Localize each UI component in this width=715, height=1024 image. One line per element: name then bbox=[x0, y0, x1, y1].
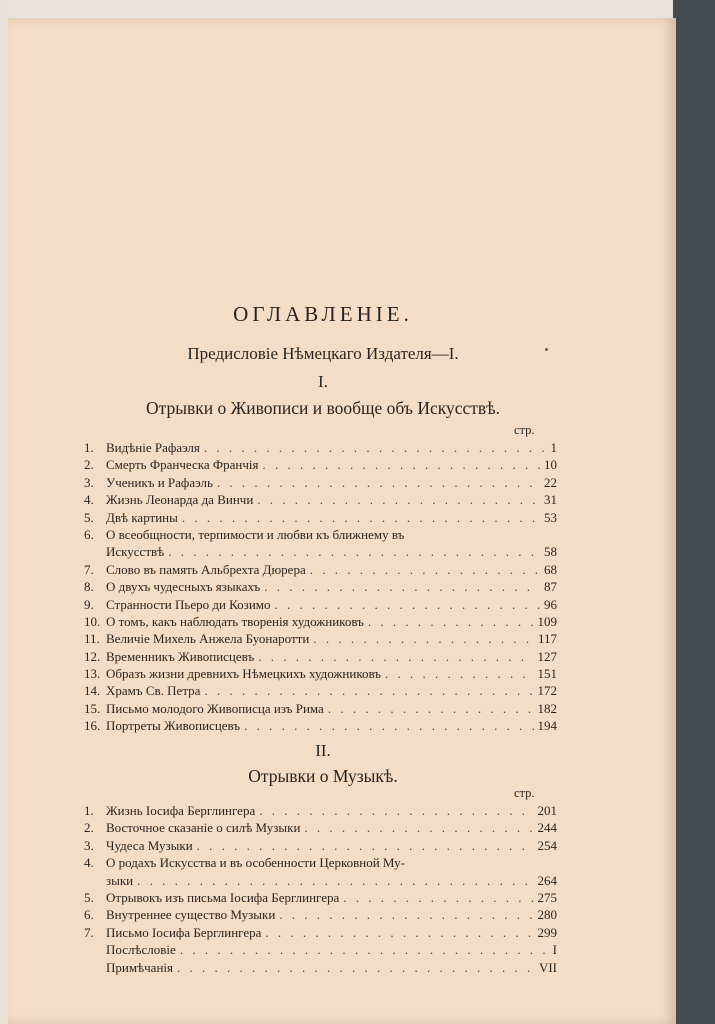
toc-entry-number: 10. bbox=[84, 613, 101, 629]
dot-leader bbox=[343, 889, 533, 906]
toc-entry-title: О томъ, какъ наблюдать творенія художниковъ bbox=[106, 613, 364, 629]
toc-entry-number: 15. bbox=[84, 700, 101, 716]
toc-entry-number: 4. bbox=[84, 492, 94, 508]
dot-leader bbox=[385, 665, 533, 682]
dot-leader bbox=[204, 439, 547, 456]
dot-leader bbox=[204, 682, 533, 699]
toc-entry-number: 13. bbox=[84, 666, 101, 682]
dot-leader bbox=[244, 717, 533, 734]
toc-entry-page: 127 bbox=[537, 648, 557, 664]
background-edge bbox=[0, 0, 8, 1024]
part1-title: Отрывки о Живописи и вообще объ Искусствѣ. bbox=[145, 398, 501, 418]
toc-entry bbox=[84, 854, 557, 889]
dot-leader bbox=[368, 613, 534, 630]
toc-entry-title: Временникъ Живописцевъ bbox=[106, 648, 255, 664]
dot-leader bbox=[168, 543, 540, 560]
toc-entry-title: Отрывокъ изъ письма Іосифа Берглингера bbox=[106, 889, 340, 905]
toc-entry bbox=[84, 526, 557, 561]
toc-entry-title: Портреты Живописцевъ bbox=[106, 718, 241, 734]
dot-leader bbox=[257, 491, 540, 508]
toc-entry-number: 4. bbox=[84, 855, 94, 871]
preface-line: Предисловіе Нѣмецкаго Издателя—I. bbox=[187, 344, 459, 363]
part2-page-column-header: стр. bbox=[514, 786, 535, 800]
toc-entry-title: О двухъ чудесныхъ языкахъ bbox=[106, 579, 261, 595]
toc-entry-number: 16. bbox=[84, 718, 101, 734]
toc-entry-page: 275 bbox=[537, 889, 557, 905]
dot-leader bbox=[313, 630, 534, 647]
toc-entry-title: Величіе Михель Анжела Буонаротти bbox=[106, 631, 310, 647]
toc-entry-page: 68 bbox=[544, 561, 557, 577]
toc-entry bbox=[84, 889, 557, 906]
part2-entries bbox=[84, 802, 557, 976]
part1-entries bbox=[84, 439, 557, 735]
toc-entry-title: Храмъ Св. Петра bbox=[106, 683, 201, 699]
dot-leader bbox=[180, 941, 549, 958]
toc-entry-page: 201 bbox=[537, 803, 557, 818]
toc-entry bbox=[84, 474, 557, 491]
toc-entry-page: 264 bbox=[537, 872, 557, 888]
toc-entry-title: Образъ жизни древнихъ Нѣмецкихъ художниковъ bbox=[106, 666, 382, 682]
page-title: ОГЛАВЛЕНІЕ. bbox=[233, 302, 413, 326]
toc-entry-page: 280 bbox=[537, 907, 557, 923]
book-page bbox=[8, 18, 676, 1024]
toc-entry-title: Жизнь Леонарда да Винчи bbox=[106, 492, 254, 508]
toc-entry-page: 182 bbox=[537, 700, 557, 716]
toc-entry-number: 7. bbox=[84, 561, 94, 577]
toc-entry-page: 109 bbox=[537, 613, 557, 629]
toc-entry-number: 3. bbox=[84, 837, 94, 853]
toc-entry-title: зыки bbox=[106, 872, 134, 888]
toc-entry-page: 151 bbox=[537, 666, 557, 682]
toc-entry bbox=[84, 924, 557, 941]
toc-entry-page: 117 bbox=[537, 631, 557, 647]
toc-entry bbox=[84, 906, 557, 923]
toc-entry-number: 3. bbox=[84, 474, 94, 490]
toc-entry-number: 6. bbox=[84, 526, 94, 542]
dot-leader bbox=[197, 837, 534, 854]
toc-entry-page: 87 bbox=[544, 579, 557, 595]
toc-entry-number: 5. bbox=[84, 509, 94, 525]
dot-leader bbox=[328, 700, 534, 717]
toc-entry-number: 8. bbox=[84, 579, 94, 595]
toc-entry-number: 2. bbox=[84, 820, 94, 836]
toc-entry-page: 172 bbox=[537, 683, 557, 699]
toc-entry bbox=[84, 665, 557, 682]
toc-entry-title: Ученикъ и Рафаэль bbox=[106, 474, 213, 490]
toc-entry bbox=[84, 819, 557, 836]
ink-spot bbox=[545, 348, 548, 351]
toc-entry-page: 58 bbox=[544, 544, 557, 560]
toc-entry-page: 31 bbox=[544, 492, 557, 508]
toc-entry-number: 14. bbox=[84, 683, 101, 699]
dot-leader bbox=[264, 578, 540, 595]
dot-leader bbox=[304, 819, 533, 836]
toc-entry bbox=[84, 941, 557, 958]
toc-entry-number: 12. bbox=[84, 648, 101, 664]
part1-roman: I. bbox=[318, 372, 328, 391]
toc-entry-title-line1: О родахъ Искусства и въ особенности Церковной Му- bbox=[106, 855, 405, 871]
toc-entry-number: 9. bbox=[84, 596, 94, 612]
toc-entry-title: Двѣ картины bbox=[106, 509, 178, 525]
toc-entry-title: Смерть Франческа Франчія bbox=[106, 457, 259, 473]
dot-leader bbox=[217, 474, 540, 491]
toc-entry bbox=[84, 561, 557, 578]
toc-entry-title: Послѣсловіе bbox=[106, 942, 176, 958]
toc-entry-page: 1 bbox=[550, 440, 557, 455]
toc-entry-title: Странности Пьеро ди Козимо bbox=[106, 596, 271, 612]
part2-roman: II. bbox=[315, 741, 331, 760]
toc-entry-page: 53 bbox=[544, 509, 557, 525]
toc-entry-number: 1. bbox=[84, 803, 94, 818]
dot-leader bbox=[177, 959, 535, 976]
toc-entry bbox=[84, 959, 557, 976]
toc-entry bbox=[84, 578, 557, 595]
toc-entry bbox=[84, 613, 557, 630]
toc-entry bbox=[84, 439, 557, 456]
toc-entry bbox=[84, 596, 557, 613]
dot-leader bbox=[265, 924, 533, 941]
toc-entry-page: 299 bbox=[537, 924, 557, 940]
toc-entry-page: 254 bbox=[537, 837, 557, 853]
toc-entry bbox=[84, 509, 557, 526]
toc-entry-number: 1. bbox=[84, 440, 94, 455]
toc-entry-number: 2. bbox=[84, 457, 94, 473]
book-binding bbox=[673, 0, 715, 1024]
dot-leader bbox=[310, 561, 540, 578]
toc-entry bbox=[84, 700, 557, 717]
toc-entry-title: Искусствѣ bbox=[106, 544, 165, 560]
toc-entry-number: 7. bbox=[84, 924, 94, 940]
dot-leader bbox=[259, 802, 533, 819]
toc-entry-title: Жизнь Іосифа Берглингера bbox=[106, 803, 256, 818]
toc-entry-title: Письмо Іосифа Берглингера bbox=[106, 924, 262, 940]
toc-entry-title: Чудеса Музыки bbox=[106, 837, 193, 853]
toc-entry-title: Письмо молодого Живописца изъ Рима bbox=[106, 700, 324, 716]
toc-entry-title: Восточное сказаніе о силѣ Музыки bbox=[106, 820, 301, 836]
toc-entry bbox=[84, 802, 557, 819]
toc-entry bbox=[84, 648, 557, 665]
toc-entry bbox=[84, 456, 557, 473]
toc-entry bbox=[84, 682, 557, 699]
toc-entry-page: VII bbox=[538, 959, 557, 975]
dot-leader bbox=[182, 509, 540, 526]
toc-entry-page: 96 bbox=[544, 596, 557, 612]
toc-entry-number: 6. bbox=[84, 907, 94, 923]
dot-leader bbox=[279, 906, 533, 923]
toc-entry-number: 11. bbox=[84, 631, 100, 647]
dot-leader bbox=[263, 456, 540, 473]
dot-leader bbox=[275, 596, 540, 613]
toc-entry bbox=[84, 717, 557, 734]
dot-leader bbox=[258, 648, 533, 665]
toc-entry-number: 5. bbox=[84, 889, 94, 905]
toc-entry-page: 22 bbox=[544, 474, 557, 490]
part2-title: Отрывки о Музыкѣ. bbox=[248, 766, 398, 786]
toc-entry bbox=[84, 837, 557, 854]
toc-entry bbox=[84, 630, 557, 647]
toc-entry-page: 244 bbox=[537, 820, 557, 836]
toc-entry bbox=[84, 491, 557, 508]
toc-entry-page: 10 bbox=[544, 457, 557, 473]
toc-entry-title: Слово въ память Альбрехта Дюрера bbox=[106, 561, 306, 577]
toc-entry-title: Видѣніе Рафаэля bbox=[106, 440, 200, 455]
toc-entry-page: 194 bbox=[537, 718, 557, 734]
part1-page-column-header: стр. bbox=[514, 423, 535, 437]
toc-entry-title: Примѣчанія bbox=[106, 959, 173, 975]
toc-entry-title-line1: О всеобщности, терпимости и любви къ ближнему въ bbox=[106, 526, 405, 542]
dot-leader bbox=[137, 872, 533, 889]
toc-entry-page: I bbox=[552, 942, 557, 958]
toc-entry-title: Внутреннее существо Музыки bbox=[106, 907, 276, 923]
